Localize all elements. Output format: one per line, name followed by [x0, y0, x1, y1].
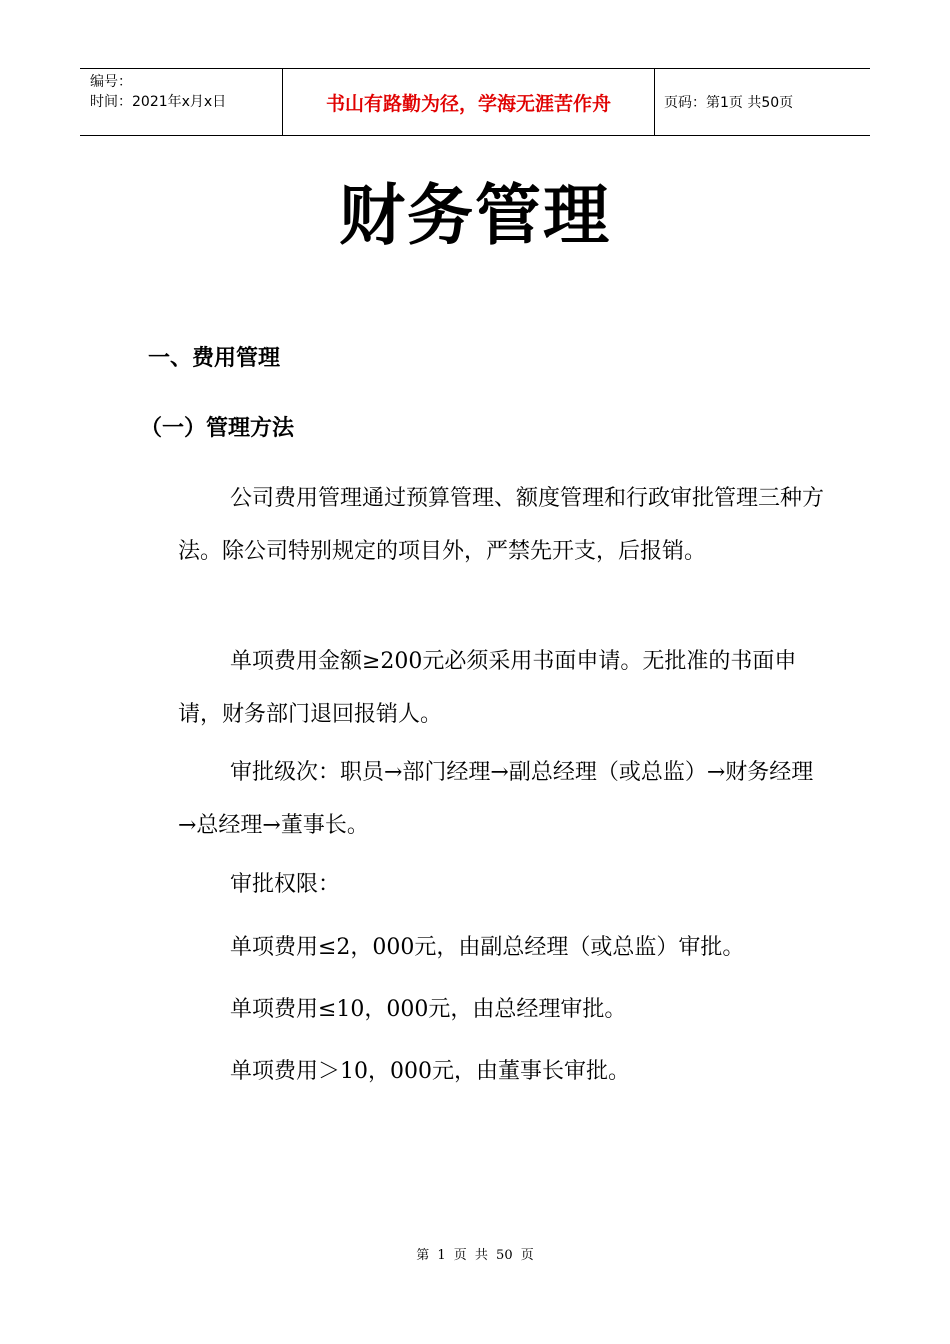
authority-item: 单项费用＞10，000元，由董事长审批。 [230, 1059, 630, 1084]
approval-authority-label: 审批权限： [230, 872, 341, 897]
page-footer: 第 1 页 共 50 页 [416, 1248, 534, 1263]
header-page-info: 页码：第1页 共50页 [664, 95, 794, 111]
section-heading: 一、费用管理 [148, 346, 281, 371]
document-date-label: 时间：2021年x月x日 [90, 94, 227, 110]
header-slogan: 书山有路勤为径，学海无涯苦作舟 [282, 69, 655, 135]
header-meta [80, 69, 282, 135]
paragraph-written-application: 单项费用金额≥200元必须采用书面申请。无批准的书面申请，财务部门退回报销人。 [178, 649, 797, 727]
authority-item: 单项费用≤2，000元，由副总经理（或总监）审批。 [230, 935, 745, 960]
paragraph-approval-levels: 审批级次：职员→部门经理→副总经理（或总监）→财务经理→总经理→董事长。 [178, 760, 814, 838]
document-header [80, 68, 870, 136]
subsection-heading: （一）管理方法 [140, 416, 295, 441]
authority-item: 单项费用≤10，000元，由总经理审批。 [230, 997, 627, 1022]
document-number-label: 编号： [90, 74, 132, 90]
document-title: 财务管理 [339, 176, 611, 254]
paragraph-management-methods: 公司费用管理通过预算管理、额度管理和行政审批管理三种方法。除公司特别规定的项目外，严禁先开支，后报销。 [178, 486, 825, 564]
